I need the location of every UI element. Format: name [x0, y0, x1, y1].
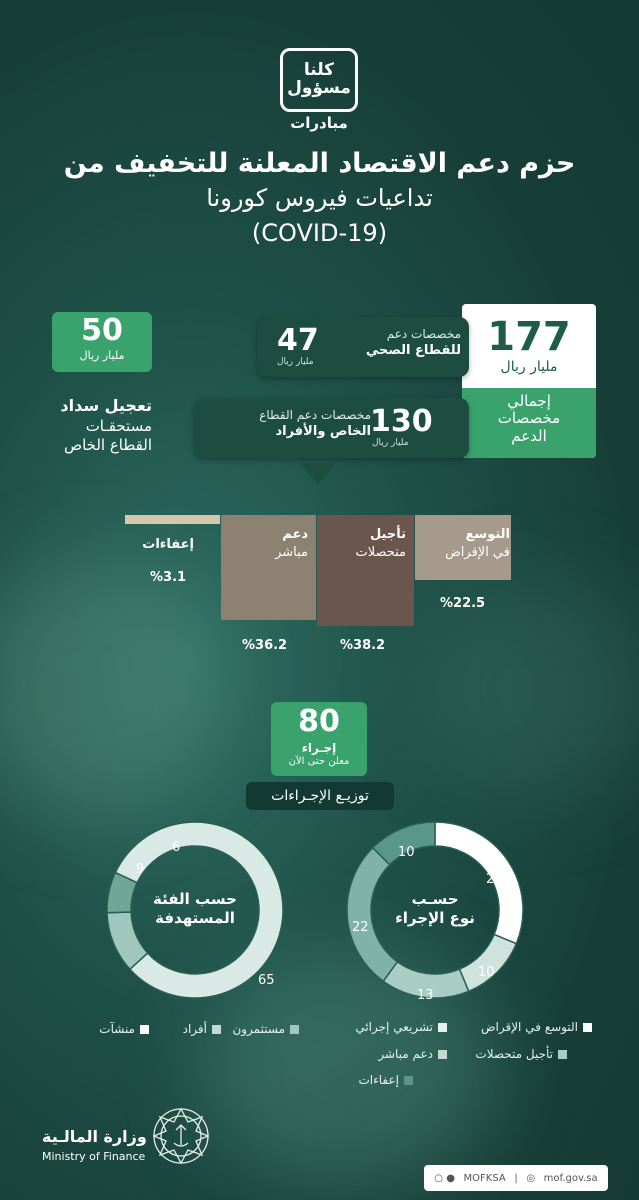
- donut-target-value: 65: [258, 973, 275, 988]
- legend-individuals: أفراد: [183, 1022, 221, 1036]
- breakdown-percent-lending: %22.5: [440, 596, 486, 611]
- donut-type-center-label: حسـب نوع الإجراء: [395, 890, 475, 927]
- donut-segment: [459, 934, 516, 991]
- total-support-card: [462, 304, 596, 458]
- legend-deferral: تأجيل متحصلات: [475, 1047, 567, 1061]
- measures-unit: إجـراء: [301, 741, 337, 755]
- breakdown-label-exemptions: إعفاءات: [142, 537, 194, 552]
- page-subtitle: تداعيات فيروس كورونا: [206, 184, 433, 212]
- page-title: حزم دعم الاقتصاد المعلنة للتخفيف من: [63, 148, 576, 179]
- total-unit: مليار ريال: [500, 359, 558, 375]
- breakdown-percent-deferral: %38.2: [340, 638, 386, 653]
- page-subtitle-covid: (COVID-19): [251, 219, 388, 247]
- donut-target-value: 9: [136, 862, 145, 877]
- logo-line2: مسؤول: [287, 78, 351, 98]
- donut-type-value: 10: [478, 965, 495, 980]
- legend-establishments: منشآت: [99, 1022, 149, 1036]
- legend-swatch: [140, 1025, 149, 1034]
- total-label-line2: مخصصات: [497, 409, 561, 428]
- logo-line1: كلنا: [303, 60, 335, 81]
- deferral-line3: القطاع الخاص: [63, 436, 152, 455]
- private-unit: مليار ريال: [372, 438, 409, 448]
- social-handle[interactable]: MOFKSA: [463, 1172, 506, 1184]
- health-value: 47: [277, 323, 319, 358]
- initiative-logo: [280, 48, 358, 112]
- deferral-line2: مستحقـات: [85, 416, 152, 435]
- private-line1: مخصصات دعم القطاع: [259, 408, 371, 422]
- measures-distribution-pill: توزيـع الإجـراءات: [246, 782, 394, 810]
- donut-type-value: 25: [486, 872, 503, 887]
- footer-social-bar: [424, 1165, 608, 1191]
- deferral-line1: تعجيل سداد: [60, 396, 152, 415]
- private-line2: الخاص والأفراد: [275, 423, 371, 439]
- social-icons: ○ ●: [434, 1172, 455, 1184]
- total-label-line1: إجمالي: [507, 392, 551, 410]
- breakdown-block-exemptions: [125, 515, 220, 524]
- measures-value: 80: [298, 704, 340, 739]
- ministry-name-arabic: وزارة المالـية: [42, 1127, 147, 1146]
- legend-exemptions: إعفاءات: [359, 1073, 414, 1087]
- ministry-emblem-icon: [150, 1105, 212, 1167]
- legend-swatch: [583, 1023, 592, 1032]
- legend-swatch: [438, 1023, 447, 1032]
- donut-target-center-label: حسب الفئة المستهدفة: [153, 890, 237, 927]
- legend-swatch: [212, 1025, 221, 1034]
- donut-target-value: 6: [172, 840, 181, 855]
- legend-swatch: [290, 1025, 299, 1034]
- background-glow: [420, 580, 639, 800]
- website-link[interactable]: mof.gov.sa: [543, 1172, 598, 1184]
- legend-swatch: [438, 1050, 447, 1059]
- measures-card: [271, 702, 367, 776]
- legend-direct: دعم مباشر: [378, 1047, 447, 1061]
- measures-unit-sub: معلن حتى الآن: [288, 756, 350, 767]
- donut-type-value: 13: [417, 988, 434, 1003]
- logo-sub: مبادرات: [290, 114, 348, 132]
- breakdown-percent-exemptions: %3.1: [150, 570, 187, 585]
- ministry-name-english: Ministry of Finance: [42, 1150, 146, 1163]
- deferral-card: [52, 312, 152, 372]
- legend-swatch: [558, 1050, 567, 1059]
- total-value: 177: [487, 314, 571, 360]
- deferral-label: [60, 396, 152, 456]
- legend-legislative: تشريعي إجرائي: [355, 1020, 447, 1034]
- breakdown-label-deferral: تأجيل متحصلات: [355, 527, 406, 560]
- health-sector-card: [257, 317, 469, 377]
- globe-icon: ◎: [526, 1172, 536, 1184]
- divider: |: [514, 1172, 518, 1184]
- pointer-triangle: [300, 463, 336, 485]
- legend-swatch: [404, 1076, 413, 1085]
- deferral-value: 50: [81, 313, 123, 348]
- legend-investors: مستثمرون: [232, 1022, 299, 1036]
- private-sector-card: [194, 398, 469, 458]
- health-line2: للقطاع الصحي: [365, 342, 461, 358]
- donut-type-value: 22: [352, 920, 369, 935]
- total-label-line3: الدعم: [511, 426, 547, 445]
- breakdown-percent-direct: %36.2: [242, 638, 288, 653]
- donut-type-value: 10: [398, 845, 415, 860]
- private-value: 130: [370, 404, 433, 439]
- breakdown-label-direct: دعم مباشر: [275, 527, 308, 560]
- deferral-unit: مليار ريال: [79, 349, 125, 362]
- health-line1: مخصصات دعم: [386, 327, 461, 341]
- breakdown-label-lending: التوسع في الإقراض: [445, 527, 510, 560]
- health-unit: مليار ريال: [277, 357, 314, 367]
- background-glow: [0, 560, 220, 820]
- legend-lending: التوسع في الإقراض: [481, 1020, 592, 1034]
